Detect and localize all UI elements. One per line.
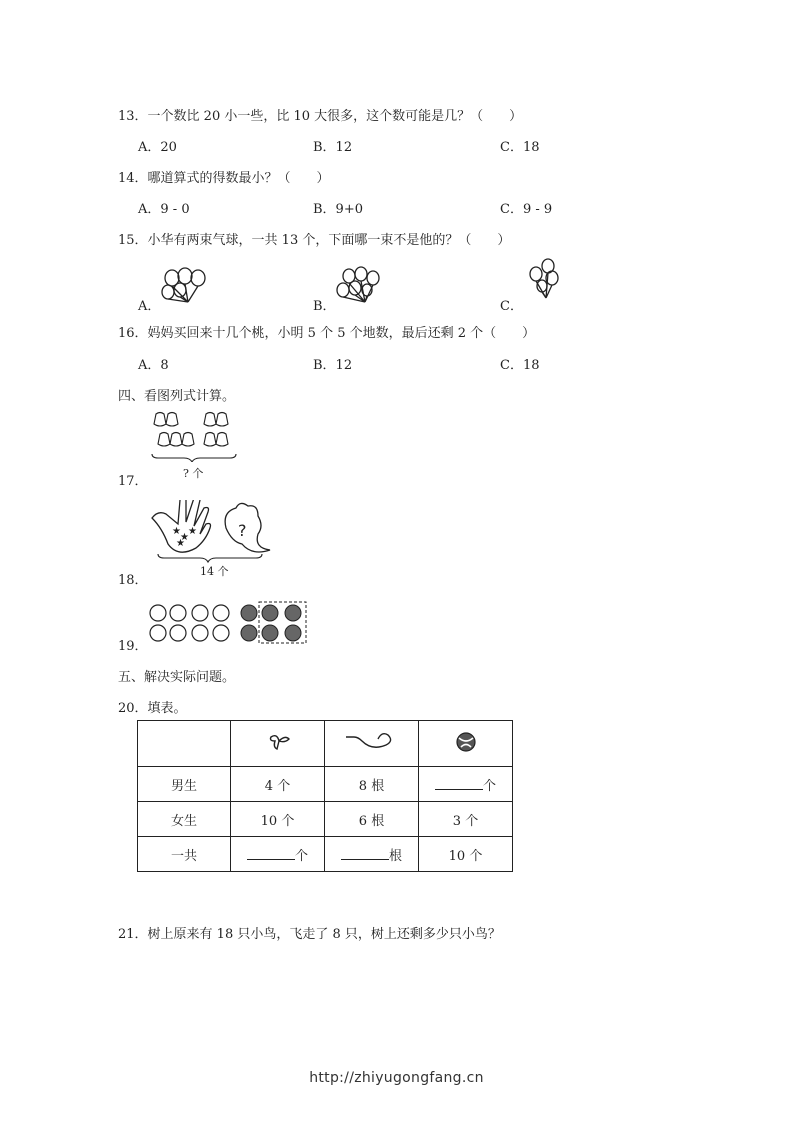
question-16: 16．妈妈买回来十几个桃，小明 5 个 5 个地数，最后还剩 2 个（ ） bbox=[118, 326, 536, 341]
footer-url[interactable]: http://zhiyugongfang.cn bbox=[309, 1070, 484, 1086]
svg-text:★: ★ bbox=[180, 532, 189, 543]
row-label-girls: 女生 bbox=[138, 802, 231, 837]
svg-text:★: ★ bbox=[188, 526, 197, 537]
cell-total-shuttlecock[interactable] bbox=[231, 837, 325, 872]
unit-label: 根 bbox=[388, 848, 402, 864]
question-17: 17． bbox=[118, 474, 148, 489]
jump-rope-icon bbox=[342, 729, 402, 755]
table-header-shuttlecock bbox=[231, 721, 325, 767]
row-label-boys: 男生 bbox=[138, 767, 231, 802]
cell-total-rope[interactable] bbox=[325, 837, 419, 872]
svg-text:★: ★ bbox=[172, 526, 181, 537]
ball-icon bbox=[453, 729, 479, 755]
q14-option-c[interactable]: C．9 - 9 bbox=[500, 202, 553, 217]
answer-blank[interactable] bbox=[435, 777, 483, 790]
table-row bbox=[138, 837, 513, 872]
q14-option-a[interactable]: A．9 - 0 bbox=[138, 202, 190, 217]
cell-boys-ball[interactable] bbox=[419, 767, 513, 802]
balloon-bunch-c-icon bbox=[520, 258, 565, 300]
q16-option-b[interactable]: B．12 bbox=[313, 358, 353, 373]
q15-option-c[interactable]: C． bbox=[500, 299, 523, 314]
q13-option-c[interactable]: C．18 bbox=[500, 140, 540, 155]
question-20: 20．填表。 bbox=[118, 701, 187, 716]
cell-girls-ball: 3 个 bbox=[419, 802, 513, 837]
svg-text:★: ★ bbox=[176, 538, 185, 549]
question-19: 19． bbox=[118, 639, 148, 654]
cell-boys-rope: 8 根 bbox=[325, 767, 419, 802]
question-18: 18． bbox=[118, 573, 148, 588]
q18-caption: 14 个 bbox=[200, 565, 229, 578]
hands-stars-illustration bbox=[148, 500, 278, 572]
q14-option-b[interactable]: B．9+0 bbox=[313, 202, 363, 217]
table-header-row bbox=[138, 721, 513, 767]
shuttlecock-icon bbox=[265, 731, 291, 753]
table-header-empty bbox=[138, 721, 231, 767]
answer-blank[interactable] bbox=[247, 847, 295, 860]
row-label-total: 一共 bbox=[138, 837, 231, 872]
table-header-jump-rope bbox=[325, 721, 419, 767]
unit-label: 个 bbox=[482, 778, 496, 794]
pepper-groups-illustration bbox=[150, 410, 240, 462]
question-14: 14．哪道算式的得数最小？（ ） bbox=[118, 171, 330, 186]
section-4-heading: 四、看图列式计算。 bbox=[118, 389, 236, 404]
circles-groups-illustration bbox=[148, 600, 310, 646]
q15-option-b[interactable]: B． bbox=[313, 299, 336, 314]
cell-total-ball: 10 个 bbox=[419, 837, 513, 872]
cell-girls-rope: 6 根 bbox=[325, 802, 419, 837]
q17-caption: ? 个 bbox=[183, 467, 204, 480]
table-row bbox=[138, 802, 513, 837]
q18-question-mark: ? bbox=[238, 521, 247, 540]
q13-option-b[interactable]: B．12 bbox=[313, 140, 353, 155]
unit-label: 个 bbox=[294, 848, 308, 864]
answer-blank[interactable] bbox=[341, 847, 389, 860]
q15-option-a[interactable]: A． bbox=[138, 299, 161, 314]
question-13: 13．一个数比 20 小一些，比 10 大很多，这个数可能是几？（ ） bbox=[118, 109, 523, 124]
q16-option-c[interactable]: C．18 bbox=[500, 358, 540, 373]
table-header-ball bbox=[419, 721, 513, 767]
question-21: 21．树上原来有 18 只小鸟，飞走了 8 只，树上还剩多少只小鸟？ bbox=[118, 927, 501, 942]
table-row bbox=[138, 767, 513, 802]
q16-option-a[interactable]: A．8 bbox=[138, 358, 169, 373]
section-5-heading: 五、解决实际问题。 bbox=[118, 670, 236, 685]
cell-girls-shuttlecock: 10 个 bbox=[231, 802, 325, 837]
balloon-bunch-b-icon bbox=[335, 266, 385, 306]
cell-boys-shuttlecock: 4 个 bbox=[231, 767, 325, 802]
q13-option-a[interactable]: A．20 bbox=[138, 140, 177, 155]
question-15: 15．小华有两束气球，一共 13 个，下面哪一束不是他的？（ ） bbox=[118, 233, 511, 248]
balloon-bunch-a-icon bbox=[160, 266, 210, 306]
fill-table bbox=[137, 720, 513, 872]
